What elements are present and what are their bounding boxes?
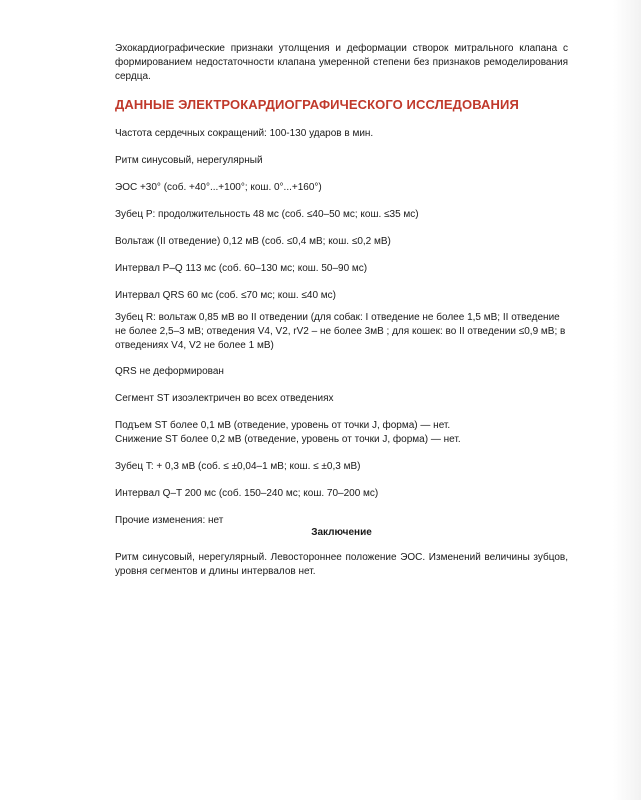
conclusion-title: Заключение xyxy=(311,527,372,538)
intro-paragraph: Эхокардиографические признаки утолщения и деформации створок митрального клапана с формированием недостаточности клапана умеренной степени без признаков ремоделирования сердца. xyxy=(115,43,568,82)
heart-rate-line: Частота сердечных сокращений: 100-130 ударов в мин. xyxy=(115,128,374,139)
other-changes-line: Прочие изменения: нет xyxy=(115,515,224,526)
st-segment-line: Сегмент ST изоэлектричен во всех отведениях xyxy=(115,393,334,404)
rhythm-line: Ритм синусовый, нерегулярный xyxy=(115,155,263,166)
intro-block xyxy=(115,42,568,84)
page-edge-shadow xyxy=(613,0,641,800)
eos-line: ЭОС +30° (соб. +40°...+100°; кош. 0°...+160°) xyxy=(115,182,322,193)
ecg-section-heading: ДАННЫЕ ЭЛЕКТРОКАРДИОГРАФИЧЕСКОГО ИССЛЕДОВАНИЯ xyxy=(115,97,519,112)
pq-interval-line: Интервал P–Q 113 мс (соб. 60–130 мс; кош. 50–90 мс) xyxy=(115,263,368,274)
qrs-shape-line: QRS не деформирован xyxy=(115,366,224,377)
r-wave-paragraph: Зубец R: вольтаж 0,85 мВ во II отведении (для собак: I отведение не более 1,5 мВ; II отведение не более 2,5–3 мВ; отведения V4, V2, rV2 – не более 3мВ ; для кошек: во II отведении ≤0,9 мВ; в отведениях V4, V2 не более 1 мВ) xyxy=(115,312,566,351)
qrs-interval-line: Интервал QRS 60 мс (соб. ≤70 мс; кош. ≤40 мс) xyxy=(115,290,337,301)
p-wave-line: Зубец P: продолжительность 48 мс (соб. ≤40–50 мс; кош. ≤35 мс) xyxy=(115,209,419,220)
voltage-line: Вольтаж (II отведение) 0,12 мВ (соб. ≤0,4 мВ; кош. ≤0,2 мВ) xyxy=(115,236,391,247)
t-wave-line: Зубец T: + 0,3 мВ (соб. ≤ ±0,04–1 мВ; кош. ≤ ±0,3 мВ) xyxy=(115,461,361,472)
qt-interval-line: Интервал Q–T 200 мс (соб. 150–240 мс; кош. 70–200 мс) xyxy=(115,488,379,499)
st-depression-line: Снижение ST более 0,2 мВ (отведение, уровень от точки J, форма) — нет. xyxy=(115,434,461,445)
st-elevation-line: Подъем ST более 0,1 мВ (отведение, уровень от точки J, форма) — нет. xyxy=(115,420,451,431)
conclusion-text: Ритм синусовый, нерегулярный. Левостороннее положение ЭОС. Изменений величины зубцов, уровня сегментов и длины интервалов нет. xyxy=(115,552,568,577)
